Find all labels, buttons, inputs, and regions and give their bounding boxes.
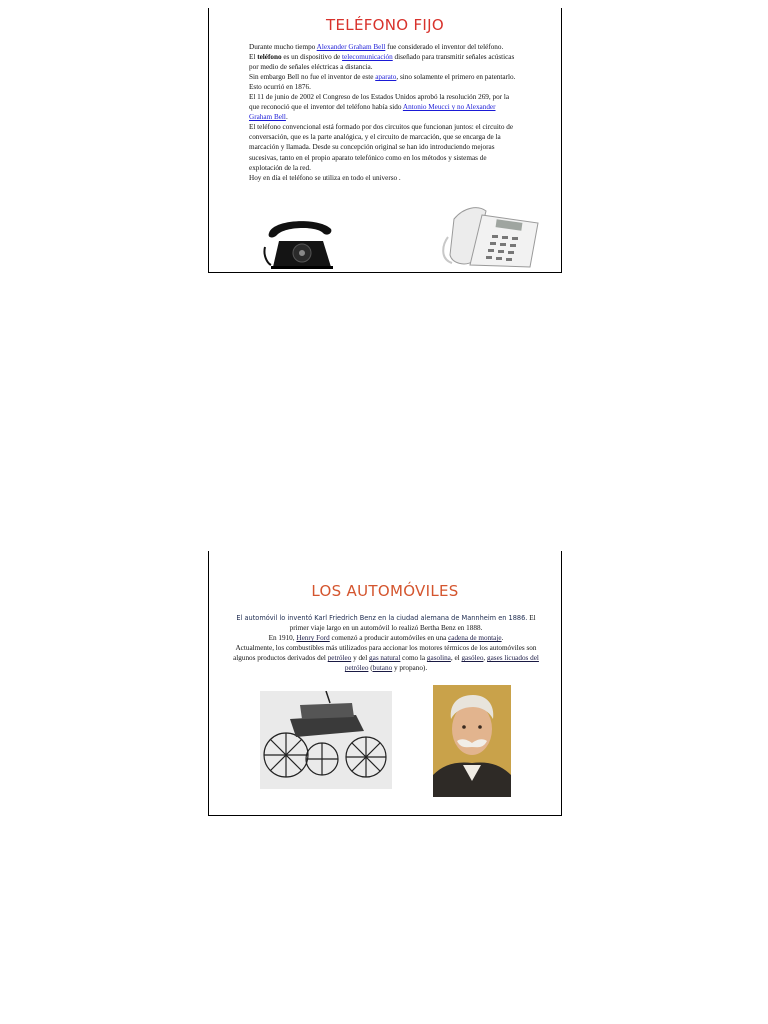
paragraph	[249, 92, 517, 122]
link-gasoleo[interactable]: gasóleo	[461, 654, 484, 663]
slide-title: LOS AUTOMÓVILES	[311, 582, 459, 600]
link-gasolina[interactable]: gasolina	[426, 654, 451, 663]
link-gas-natural[interactable]: gas natural	[369, 654, 401, 663]
link-alexander-graham-bell[interactable]: Alexander Graham Bell	[316, 43, 386, 51]
text: como la	[400, 654, 427, 663]
link-aparato[interactable]: aparato	[375, 73, 397, 82]
paragraph: Hoy en día el teléfono se utiliza en todo el universo .	[249, 173, 401, 182]
text: ,	[483, 654, 488, 663]
text: , sino solamente el primero en patentarlo. Esto ocurrió en 1876.	[249, 73, 516, 92]
text: El primer viaje largo en un automóvil lo realizó Bertha Benz en 1888.	[289, 614, 536, 633]
link-cadena-de-montaje[interactable]: cadena de montaje	[448, 634, 502, 643]
text: comenzó a producir automóviles en una	[329, 634, 449, 643]
text: .	[501, 634, 504, 643]
slide-body	[249, 42, 517, 183]
desk-telephone-image	[434, 201, 542, 271]
text: Durante mucho tiempo	[249, 43, 317, 51]
text: , el	[450, 654, 462, 663]
text: .	[285, 113, 288, 122]
paragraph	[249, 42, 517, 52]
rotary-telephone-image	[259, 211, 339, 271]
link-gases-licuados[interactable]: gases licuados del petróleo	[344, 654, 539, 673]
link-antonio-meucci[interactable]: Antonio Meucci y no Alexander Graham Bell	[249, 103, 496, 122]
text: fue considerado el inventor del teléfono.	[385, 43, 504, 51]
text: Sin embargo Bell no fue el inventor de este	[249, 73, 376, 82]
benz-motorwagen-image	[260, 691, 392, 789]
paragraph	[231, 643, 541, 673]
text: y del	[351, 654, 370, 663]
link-butano[interactable]: butano	[372, 664, 393, 673]
text: El 11 de junio de 2002 el Congreso de los Estados Unidos aprobó la resolución 269, por la que reconoció que el inventor del teléfono había sido	[249, 93, 510, 112]
text: (	[368, 664, 373, 673]
paragraph	[249, 72, 517, 92]
slide-telefono-fijo	[208, 8, 562, 273]
text: diseñado para transmitir señales acústicas por medio de señales eléctricas a distancia.	[249, 53, 515, 72]
link-telecomunicacion[interactable]: telecomunicación	[342, 53, 393, 62]
slide-los-automoviles	[208, 551, 562, 816]
text: El	[249, 53, 258, 62]
text: El automóvil lo inventó Karl Friedrich Benz en la ciudad alemana de Mannheim en 1886.	[236, 614, 528, 622]
text: Actualmente, los combustibles más utilizados para accionar los motores térmicos de los automóviles son algunos productos derivados del	[233, 644, 537, 663]
paragraph	[231, 633, 541, 643]
text: y propano).	[392, 664, 428, 673]
link-petroleo[interactable]: petróleo	[327, 654, 352, 663]
link-henry-ford[interactable]: Henry Ford	[296, 634, 330, 643]
text: es un dispositivo de	[281, 53, 343, 62]
paragraph	[249, 52, 517, 72]
karl-benz-portrait-image	[433, 685, 511, 797]
slide-body	[231, 613, 541, 674]
slide-title: TELÉFONO FIJO	[326, 16, 444, 34]
bold-term: teléfono	[257, 53, 282, 62]
paragraph: El teléfono convencional está formado por dos circuitos que funcionan juntos: el circuito de conversación, que es la parte analógica, y el circuito de marcación, que se encarga de la marcación y llamada. Desde su concepción original se han ido introduciendo mejoras sucesivas, tanto en el propio aparato telefónico como en los métodos y sistemas de explotación de la red.	[249, 123, 514, 172]
paragraph	[231, 613, 541, 633]
text: En 1910,	[268, 634, 297, 643]
